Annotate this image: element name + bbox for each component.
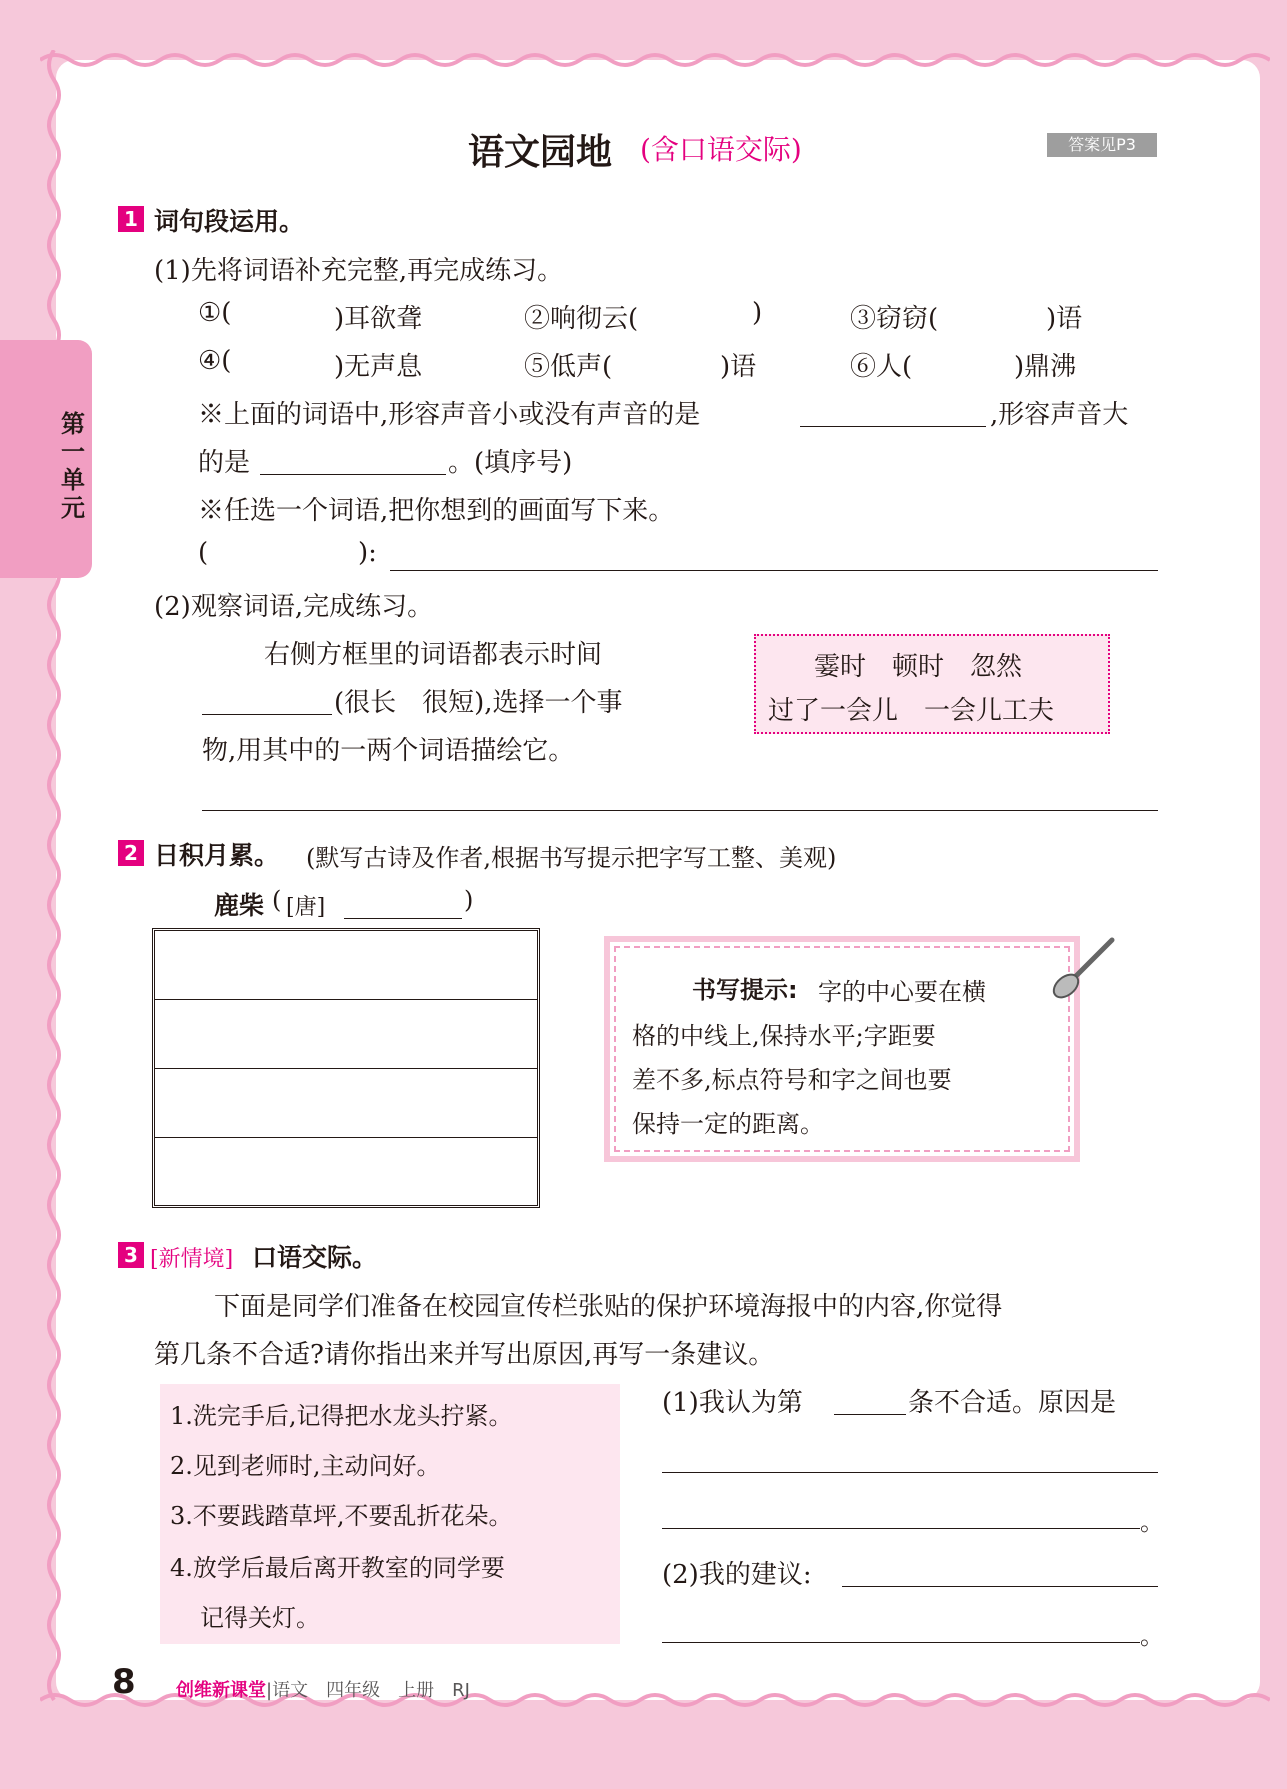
writing-hint-box <box>604 936 1080 1162</box>
q1-item3-start: ③窃窃( <box>850 304 939 334</box>
poster-rule-3: 3.不要践踏草坪,不要乱折花朵。 <box>170 1502 513 1530</box>
poem-row-divider <box>155 999 537 1000</box>
page-number: 8 <box>112 1662 136 1702</box>
brush-icon <box>1046 934 1118 1004</box>
question-number-2: 2 <box>118 840 144 866</box>
footer-book-info: 语文 四年级 上册 RJ <box>272 1680 470 1701</box>
q1-part2-label: (2)观察词语,完成练习。 <box>154 592 434 622</box>
poem-dynasty: [唐] <box>286 895 326 920</box>
time-words-row2: 过了一会儿 一会儿工夫 <box>768 696 1055 726</box>
q1-item5-start: ⑤低声( <box>524 352 613 382</box>
q3-answer1-end: 条不合适。原因是 <box>908 1388 1117 1418</box>
poster-rule-2: 2.见到老师时,主动问好。 <box>170 1452 441 1480</box>
q1-blank-loud[interactable] <box>260 474 446 475</box>
footer-info <box>176 1676 470 1702</box>
poem-paren-open: ( <box>272 886 282 914</box>
q3-intro-line1: 下面是同学们准备在校园宣传栏张贴的保护环境海报中的内容,你觉得 <box>214 1292 1003 1322</box>
poster-rule-4: 4.放学后最后离开教室的同学要 <box>170 1554 505 1582</box>
writing-hint-line2: 格的中线上,保持水平;字距要 <box>632 1022 936 1050</box>
q1-description-line[interactable] <box>202 810 1158 811</box>
page-title: 语文园地 <box>468 132 613 173</box>
q1-sentence-c: ※任选一个词语,把你想到的画面写下来。 <box>198 496 675 526</box>
poem-paren-close: ) <box>464 886 474 914</box>
q1-item1-start: ①( <box>198 298 232 328</box>
writing-hint-line1: 字的中心要在横 <box>818 978 986 1006</box>
q3-reason-line-1[interactable] <box>662 1472 1158 1473</box>
poem-title: 鹿柴 <box>214 891 265 920</box>
q3-rule-number-blank[interactable] <box>834 1414 906 1415</box>
poster-rule-1: 1.洗完手后,记得把水龙头拧紧。 <box>170 1402 513 1430</box>
q1-time-blank[interactable] <box>202 714 332 715</box>
q1-scene-writing-line[interactable] <box>390 570 1158 571</box>
q1-sentence-b-end: 。(填序号) <box>448 448 573 478</box>
unit-tab-label: 第一单元 <box>61 410 85 522</box>
q1-item6-start: ⑥人( <box>850 352 913 382</box>
q3-intro-line2: 第几条不合适?请你指出来并写出原因,再写一条建议。 <box>154 1340 775 1370</box>
q3-suggestion-line-1[interactable] <box>842 1586 1158 1587</box>
poem-row-divider <box>155 1068 537 1069</box>
q1-item2-start: ②响彻云( <box>524 304 639 334</box>
poster-rule-4-cont: 记得关灯。 <box>200 1604 320 1632</box>
q1-part1-label: (1)先将词语补充完整,再完成练习。 <box>154 256 564 286</box>
q3-suggestion-label: (2)我的建议: <box>662 1560 812 1590</box>
writing-hint-label: 书写提示: <box>692 976 798 1004</box>
poem-row-divider <box>155 1137 537 1138</box>
q1-part2-line3: 物,用其中的一两个词语描绘它。 <box>202 736 575 766</box>
q1-item5-end: )语 <box>720 352 757 382</box>
footer-brand: 创维新课堂 <box>176 1680 266 1701</box>
q1-item2-end: ) <box>752 298 763 328</box>
q1-word-paren-open: ( <box>198 538 209 568</box>
q1-sentence-a-start: ※上面的词语中,形容声音小或没有声音的是 <box>198 400 701 430</box>
q3-suggestion-line-2[interactable] <box>662 1642 1140 1643</box>
q1-item1-end: )耳欲聋 <box>334 304 423 334</box>
question-number-3: 3 <box>118 1242 144 1268</box>
q1-sentence-b-start: 的是 <box>198 448 251 478</box>
time-words-row1: 霎时 顿时 忽然 <box>814 652 1023 682</box>
q3-reason-period: 。 <box>1140 1508 1164 1536</box>
time-words-box <box>754 634 1110 734</box>
footer-separator: | <box>266 1680 273 1701</box>
question-1-title: 词句段运用。 <box>154 207 305 236</box>
q1-item6-end: )鼎沸 <box>1014 352 1077 382</box>
writing-hint-line4: 保持一定的距离。 <box>632 1110 824 1138</box>
q1-item3-end: )语 <box>1046 304 1083 334</box>
question-2-instruction: (默写古诗及作者,根据书写提示把字写工整、美观) <box>306 844 837 872</box>
q1-part2-line2: (很长 很短),选择一个事 <box>334 688 623 718</box>
q1-blank-quiet[interactable] <box>800 426 986 427</box>
page-subtitle: (含口语交际) <box>640 133 802 166</box>
q1-word-paren-close: ): <box>358 538 377 568</box>
question-2-title: 日积月累。 <box>154 841 280 870</box>
new-scenario-tag: [新情境] <box>150 1247 234 1272</box>
q1-part2-line1: 右侧方框里的词语都表示时间 <box>264 640 603 670</box>
poster-rules-box <box>160 1384 620 1644</box>
unit-tab <box>0 340 92 578</box>
question-3-title: 口语交际。 <box>252 1243 378 1272</box>
q1-item4-start: ④( <box>198 346 232 376</box>
question-number-1: 1 <box>118 206 144 232</box>
q3-reason-line-2[interactable] <box>662 1528 1140 1529</box>
q3-answer1-start: (1)我认为第 <box>662 1388 803 1418</box>
q3-suggestion-period: 。 <box>1140 1622 1164 1650</box>
poem-writing-box <box>152 928 540 1208</box>
poem-author-blank[interactable] <box>344 918 462 919</box>
q1-item4-end: )无声息 <box>334 352 423 382</box>
writing-hint-line3: 差不多,标点符号和字之间也要 <box>632 1066 952 1094</box>
q1-sentence-a-end: ,形容声音大 <box>990 400 1129 430</box>
answer-reference-badge: 答案见P3 <box>1047 133 1157 157</box>
